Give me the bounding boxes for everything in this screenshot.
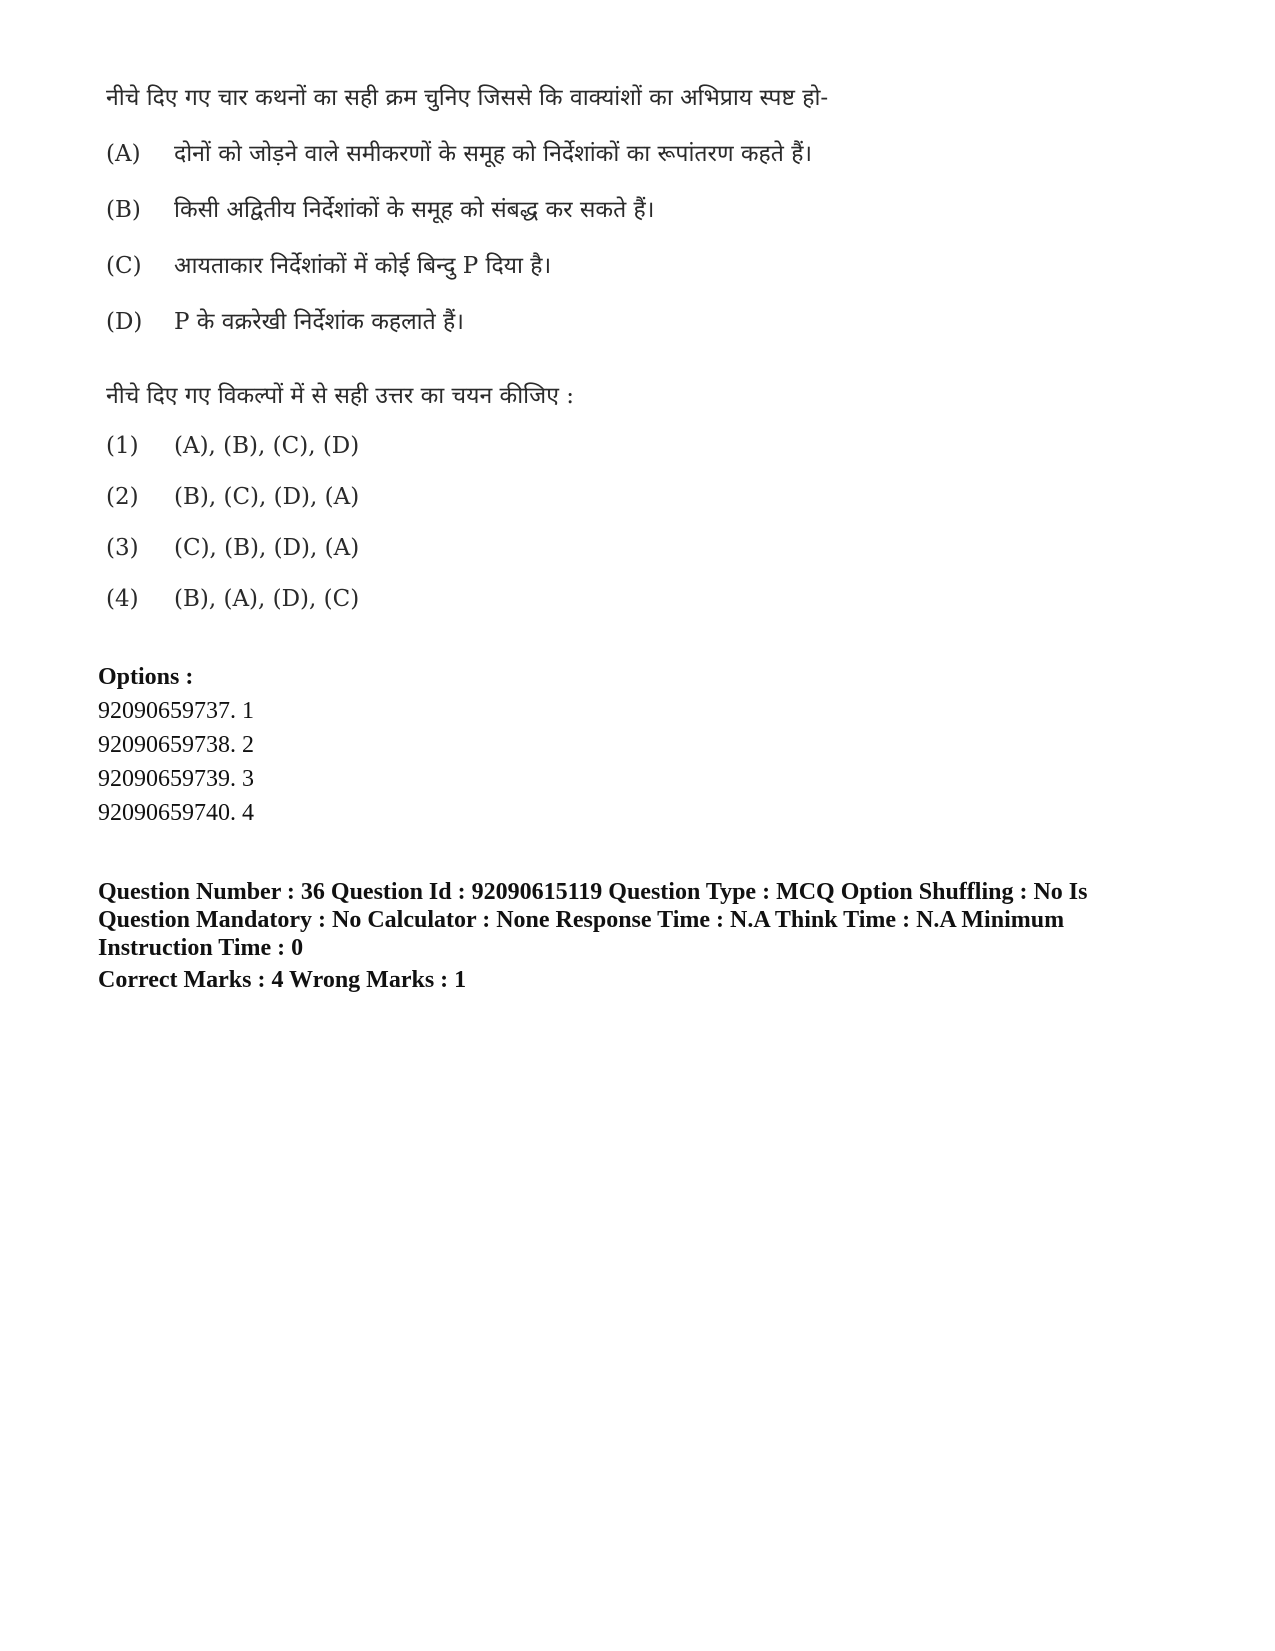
choice-text: (B), (C), (D), (A)	[174, 484, 360, 510]
statement-b	[106, 192, 654, 224]
choice-label: (4)	[106, 586, 139, 612]
choice-4	[106, 586, 359, 612]
choice-label: (2)	[106, 484, 139, 510]
choose-prompt: नीचे दिए गए विकल्पों में से सही उत्तर का चयन कीजिए :	[106, 383, 574, 409]
statement-text: आयताकार निर्देशांकों में कोई बिन्दु P दिया है।	[174, 253, 552, 279]
choice-text: (B), (A), (D), (C)	[174, 586, 360, 612]
statement-text: दोनों को जोड़ने वाले समीकरणों के समूह को निर्देशांकों का रूपांतरण कहते हैं।	[174, 141, 813, 167]
choice-text: (A), (B), (C), (D)	[174, 433, 360, 459]
question-marks: Correct Marks : 4 Wrong Marks : 1	[98, 967, 467, 993]
statement-label: (A)	[106, 141, 141, 167]
option-item: 92090659737. 1	[98, 698, 254, 724]
option-item: 92090659739. 3	[98, 766, 254, 792]
option-item: 92090659738. 2	[98, 732, 254, 758]
statement-c	[106, 248, 551, 280]
choice-label: (1)	[106, 433, 139, 459]
statement-label: (D)	[106, 309, 143, 335]
choice-1	[106, 433, 359, 459]
statement-text: किसी अद्वितीय निर्देशांकों के समूह को संबद्ध कर सकते हैं।	[174, 197, 655, 223]
options-heading: Options :	[98, 664, 194, 690]
statement-a	[106, 136, 812, 168]
statement-text: P के वक्ररेखी निर्देशांक कहलाते हैं।	[174, 309, 464, 335]
choice-2	[106, 484, 359, 510]
choice-3	[106, 535, 359, 561]
options-block	[98, 660, 254, 830]
question-meta: Question Number : 36 Question Id : 92090615119 Question Type : MCQ Option Shuffling : No Is Question Mandatory : No Calculator : None Response Time : N.A Think Time : N.A Minimum Instruction Time : 0	[98, 879, 1088, 961]
choice-label: (3)	[106, 535, 139, 561]
choice-text: (C), (B), (D), (A)	[174, 535, 360, 561]
question-intro: नीचे दिए गए चार कथनों का सही क्रम चुनिए जिससे कि वाक्यांशों का अभिप्राय स्पष्ट हो-	[106, 85, 829, 111]
statement-label: (B)	[106, 197, 141, 223]
option-item: 92090659740. 4	[98, 800, 254, 826]
statement-label: (C)	[106, 253, 142, 279]
statement-d	[106, 304, 464, 336]
